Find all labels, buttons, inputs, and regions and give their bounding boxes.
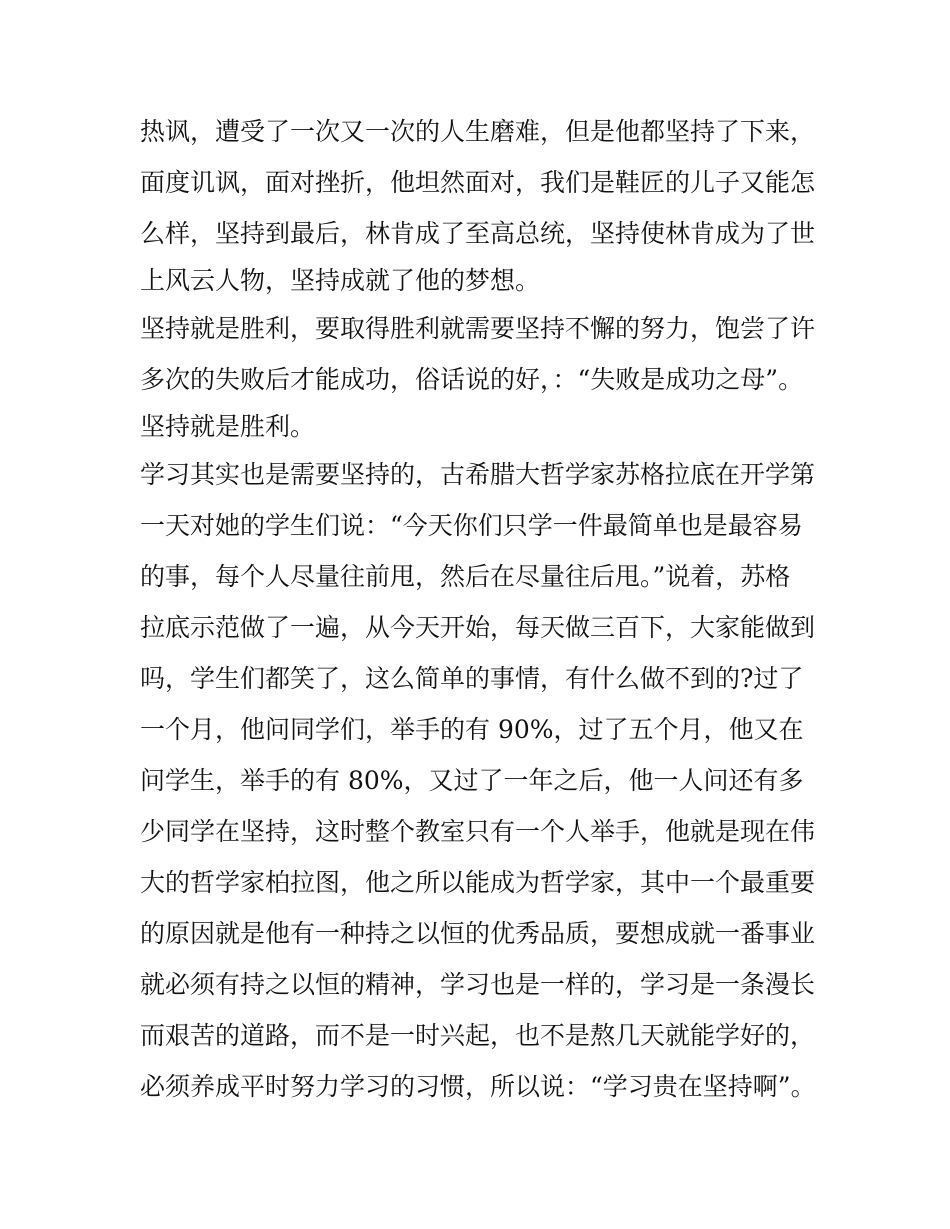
text-line: 少同学在坚持，这时整个教室只有一个人举手，他就是现在伟 <box>140 817 816 846</box>
text-line: 一天对她的学生们说：“今天你们只学一件最简单也是最容易 <box>140 511 803 540</box>
text-line: 的原因就是他有一种持之以恒的优秀品质，要想成就一番事业 <box>140 919 816 948</box>
text-line: 吗，学生们都笑了，这么简单的事情，有什么做不到的?过了 <box>140 664 804 693</box>
text-line: 上风云人物，坚持成就了他的梦想。 <box>140 266 541 295</box>
text-line: 多次的失败后才能成功，俗话说的好，：“失败是成功之母”。 <box>140 365 804 394</box>
text-line: 问学生，举手的有 80%，又过了一年之后，他一人问还有多 <box>140 766 804 795</box>
text-line: 拉底示范做了一遍，从今天开始，每天做三百下，大家能做到 <box>140 613 816 642</box>
text-line: 坚持就是胜利，要取得胜利就需要坚持不懈的努力，饱尝了许 <box>140 314 816 343</box>
text-line: 大的哲学家柏拉图，他之所以能成为哲学家，其中一个最重要 <box>140 868 816 897</box>
text-line: 必须养成平时努力学习的习惯，所以说：“学习贵在坚持啊”。 <box>140 1072 816 1101</box>
text-line: 坚持就是胜利。 <box>140 412 316 441</box>
text-line: 面度讥讽，面对挫折，他坦然面对，我们是鞋匠的儿子又能怎 <box>140 168 816 197</box>
text-line: 一个月，他问同学们，举手的有 90%，过了五个月，他又在 <box>140 715 804 744</box>
text-line: 学习其实也是需要坚持的，古希腊大哲学家苏格拉底在开学第 <box>140 460 816 489</box>
text-line: 而艰苦的道路，而不是一时兴起，也不是熬几天就能学好的， <box>140 1021 816 1050</box>
document-body <box>140 106 820 1112</box>
text-line: 就必须有持之以恒的精神，学习也是一样的，学习是一条漫长 <box>140 970 816 999</box>
text-line: 么样，坚持到最后，林肯成了至高总统，坚持使林肯成为了世 <box>140 219 816 248</box>
text-line: 热讽，遭受了一次又一次的人生磨难，但是他都坚持了下来， <box>140 117 816 146</box>
text-line: 的事，每个人尽量往前甩，然后在尽量往后甩。”说着，苏格 <box>140 562 791 591</box>
